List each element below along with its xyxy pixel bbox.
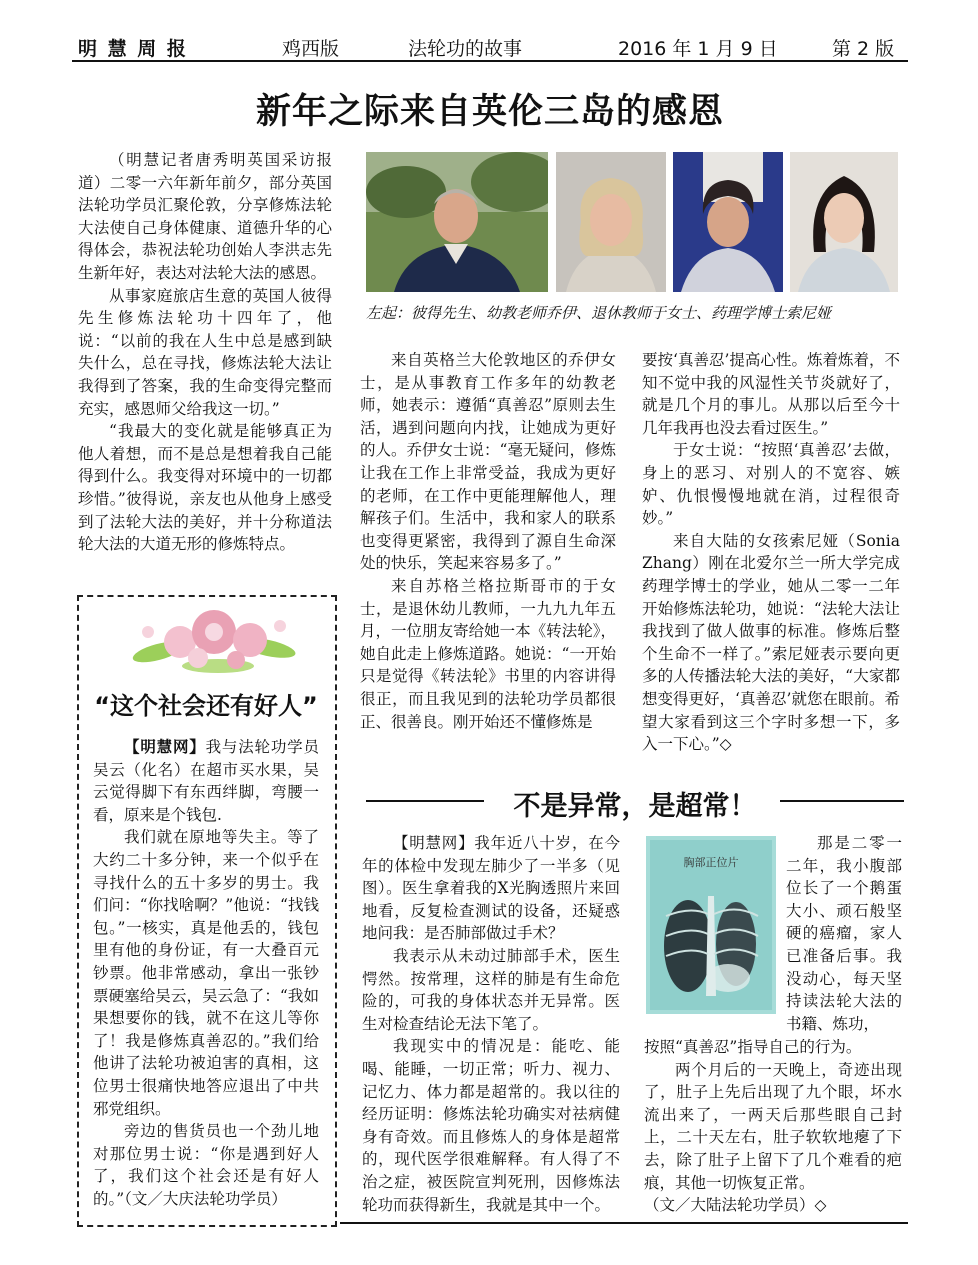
issue-date: 2016 年 1 月 9 日 bbox=[618, 38, 778, 60]
xray-label: 胸部正位片 bbox=[683, 856, 739, 869]
sidebar-story-body bbox=[93, 736, 319, 1210]
bottom-rule bbox=[340, 1222, 908, 1224]
article2-right-column bbox=[644, 1036, 902, 1217]
article1-right-column bbox=[642, 349, 900, 756]
photo-caption: 左起：彼得先生、幼教老师乔伊、退休教师于女士、药理学博士索尼娅 bbox=[366, 304, 832, 322]
article2-left-paragraph: 我表示从未动过肺部手术，医生愕然。按常理，这样的肺是有生命危险的，可我的身体状态并无异常。医生对检查结论无法下笔了。 bbox=[362, 946, 620, 1033]
paper-name: 明 慧 周 报 bbox=[78, 38, 188, 60]
article1-right-paragraph: 来自大陆的女孩索尼娅（Sonia Zhang）刚在北爱尔兰一所大学完成药理学博士的学业，她从二零一二年开始修炼法轮功，她说：“法轮大法让我找到了做人做事的标准。修炼后整个生命不一样了。”索尼娅表示要向更多的人传播法轮大法的美好，“大家都想变得更好，‘真善忍’就您在眼前。希望大家看到这三个字时多想一下，多入一下心。”◇ bbox=[642, 531, 900, 754]
sidebar-paragraph: 旁边的售货员也一个劲儿地对那位男士说：“你是遇到好人了，我们这个社会还是有好人的。”（文／大庆法轮功学员） bbox=[93, 1122, 319, 1208]
xray-image bbox=[646, 836, 776, 1014]
photo-ms-yu bbox=[673, 152, 783, 292]
photo-peter bbox=[366, 152, 548, 292]
article2-left-column bbox=[362, 832, 620, 1216]
article2-lead: 我年近八十岁，在今年的体检中发现左肺少了一半多（见图）。医生拿着我的X光胸透照片来回地看，反复检查测试的设备，还疑惑地问我：是否肺部做过手术？ bbox=[362, 834, 620, 943]
article2-left-paragraph: 我现实中的情况是：能吃、能喝、能睡，一切正常；听力、视力、记忆力、体力都是超常的。我以往的经历证明：修炼法轮功确实对祛病健身有奇效。而且修炼人的身体是超常的，现代医学很难解释。有人得了不治之症，被医院宣判死刑，因修炼法轮功而获得新生，我就是其中一个。 bbox=[362, 1037, 620, 1214]
source-tag: 【明慧网】 bbox=[124, 737, 206, 756]
article1-left-column bbox=[78, 149, 332, 556]
article1-middle-column bbox=[360, 349, 616, 733]
sidebar-story-title: “这个社会还有好人” bbox=[94, 692, 318, 720]
article2-right-paragraph: 两个月后的一天晚上，奇迹出现了，肚子上先后出现了九个眼，坏水流出来了，一两天后那些眼自己封上，二十天左右，肚子软软地瘪了下去，除了肚子上留下了几个难看的疤痕，其他一切恢复正常。 bbox=[644, 1060, 902, 1192]
photo-sonia bbox=[790, 152, 898, 292]
article2-signature: （文／大陆法轮功学员）◇ bbox=[644, 1196, 827, 1215]
sidebar-lead: 我与法轮功学员吴云（化名）在超市买水果，吴云觉得脚下有东西绊脚，弯腰一看，原来是个钱包. bbox=[93, 738, 319, 824]
article1-right-continued: 要按‘真善忍’提高心性。炼着炼着，不知不觉中我的风湿性关节炎就好了，就是几个月的事儿。从那以后至今十几年我再也没去看过医生。” bbox=[642, 351, 900, 437]
article2-right-tail: 按照“真善忍”指导自己的行为。 bbox=[644, 1038, 862, 1056]
article1-left-paragraph: 从事家庭旅店生意的英国人彼得先生修炼法轮功十四年了，他说：“以前的我在人生中总是感到缺失什么，总在寻找，修炼法轮大法让我得到了答案，我的生命变得完整而充实，感恩师父给我这一切。” bbox=[78, 286, 332, 418]
article2-right-wrap-text: 那是二零一二年，我小腹部位长了一个鹅蛋大小、顽石般坚硬的癌瘤，家人已准备后事。我没动心，每天坚持读法轮大法的书籍、炼功， bbox=[786, 834, 902, 1033]
article1-mid-paragraph: 来自英格兰大伦敦地区的乔伊女士，是从事教育工作多年的幼教老师，她表示：遵循“真善忍”原则去生活，遇到问题向内找，让她成为更好的人。乔伊女士说：“毫无疑问，修炼让我在工作上非常受益，我成为更好的老师，在工作中更能理解他人，理解孩子们。生活中，我和家人的联系也变得更紧密，我得到了源自生命深处的快乐，笑起来容易多了。” bbox=[360, 351, 616, 573]
photo-joy bbox=[556, 152, 666, 292]
article2-title: 不是异常，是超常！ bbox=[513, 791, 757, 822]
masthead bbox=[72, 30, 908, 62]
article-title: 新年之际来自英伦三岛的感恩 bbox=[255, 92, 724, 132]
article1-left-paragraph: （明慧记者唐秀明英国采访报道）二零一六年新年前夕，部分英国法轮功学员汇聚伦敦，分享修炼法轮大法使自己身体健康、道德升华的心得体会，恭祝法轮功创始人李洪志先生新年好，表达对法轮大法的感恩。 bbox=[78, 151, 332, 282]
article1-mid-paragraph: 来自苏格兰格拉斯哥市的于女士，是退休幼儿教师，一九九九年五月，一位朋友寄给她一本《转法轮》，她自此走上修炼道路。她说：“一开始只是觉得《转法轮》书里的内容讲得很正，而且我见到的法轮功学员都很正、很善良。刚开始还不懂修炼是 bbox=[360, 576, 616, 731]
flower-decoration-icon bbox=[128, 602, 300, 678]
edition-label: 鸡西版 bbox=[282, 38, 340, 60]
sidebar-paragraph: 我们就在原地等失主。等了大约二十多分钟，来一个似乎在寻找什么的五十多岁的男士。我们问：“你找啥啊？”他说：“找钱包。”一核实，真是他丢的，钱包里有他的身份证，有一大叠百元钞票。他非常感动，拿出一张钞票硬塞给吴云，吴云急了：“我如果想要你的钱，就不在这儿等你了！我是修炼真善忍的。”我们给他讲了法轮功被迫害的真相，这位男士很痛快地答应退出了中共邪党组织。 bbox=[93, 828, 319, 1118]
article2-right-wrap bbox=[786, 832, 902, 1035]
article1-right-paragraph: 于女士说：“按照‘真善忍’去做，身上的恶习、对别人的不宽容、嫉妒、仇恨慢慢地就在消，过程很奇妙。” bbox=[642, 441, 900, 528]
page-number: 第 2 版 bbox=[832, 38, 895, 60]
source-tag: 【明慧网】 bbox=[393, 834, 475, 852]
column-label: 法轮功的故事 bbox=[408, 38, 523, 60]
article2-title-bar bbox=[362, 784, 908, 822]
article1-left-paragraph: “我最大的变化就是能够真正为他人着想，而不是总是想着我自己能得到什么。我变得对环境中的一切都珍惜。”彼得说，亲友也从他身上感受到了法轮大法的美好，并十分称道法轮大法的大道无形的修炼特点。 bbox=[78, 422, 332, 554]
